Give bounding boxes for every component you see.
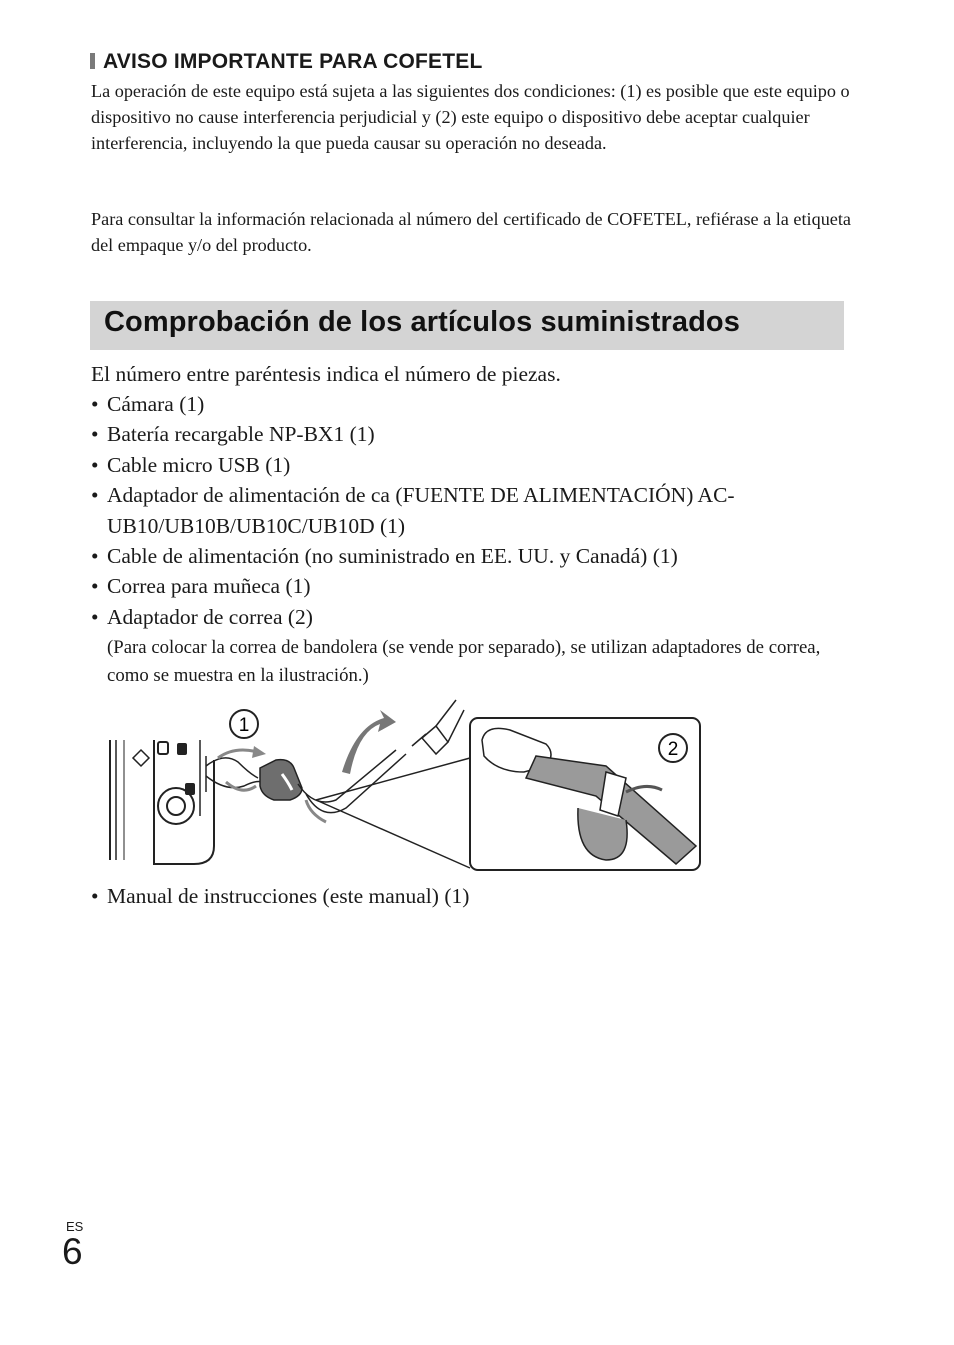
- bullet: •: [91, 452, 99, 477]
- list-item-text: Manual de instrucciones (este manual) (1): [107, 884, 470, 908]
- list-item-text: Cámara (1): [107, 392, 205, 416]
- language-code: ES: [66, 1219, 84, 1234]
- list-item: [91, 541, 851, 571]
- bullet: •: [91, 604, 99, 629]
- list-item: [91, 480, 851, 541]
- list-item-text: Adaptador de alimentación de ca (FUENTE DE ALIMENTACIÓN) AC-UB10/UB10B/UB10C/UB10D (1): [107, 483, 735, 538]
- bullet: •: [91, 574, 99, 599]
- list-item-text: Correa para muñeca (1): [107, 574, 311, 599]
- list-item-text: Cable de alimentación (no suministrado en EE. UU. y Canadá) (1): [107, 544, 678, 569]
- list-item: [91, 450, 851, 480]
- zoom-callout-lines: [316, 758, 470, 868]
- page-number: 6: [62, 1231, 83, 1272]
- list-item: [91, 602, 851, 690]
- list-item: [91, 571, 851, 601]
- heading-marker: [90, 53, 95, 69]
- notice-heading-text: AVISO IMPORTANTE PARA COFETEL: [103, 50, 483, 73]
- bullet: •: [91, 483, 99, 508]
- step-1-label: 1: [238, 715, 250, 736]
- step-1-badge: [230, 710, 258, 738]
- bullet: •: [91, 544, 99, 569]
- supplied-items-list: [91, 389, 851, 690]
- list-item-manual: [91, 881, 469, 911]
- list-item: [91, 389, 851, 419]
- list-item-text: Cable micro USB (1): [107, 452, 291, 477]
- camera-body-drawing: [110, 740, 214, 864]
- strap-adapter-note: (Para colocar la correa de bandolera (se vende por separado), se utilizan adaptadores de correa, como se muestra en la ilustración.): [107, 637, 821, 687]
- bullet: •: [91, 884, 99, 908]
- list-item-text: Adaptador de correa (2): [107, 604, 313, 629]
- notice-heading: [90, 50, 483, 74]
- list-item-text: Batería recargable NP-BX1 (1): [107, 422, 375, 447]
- notice-paragraph-2: Para consultar la información relacionada al número del certificado de COFETEL, refiérase a la etiqueta del empaque y/o del producto.: [91, 209, 851, 255]
- step-2-label: 2: [667, 739, 679, 760]
- bullet: •: [91, 392, 99, 416]
- step-2-badge: [659, 734, 687, 762]
- bullet: •: [91, 422, 99, 447]
- section-title: Comprobación de los artículos suministrados: [104, 306, 740, 338]
- notice-paragraph-1: La operación de este equipo está sujeta a las siguientes dos condiciones: (1) es posible que este equipo o dispositivo no cause interferencia perjudicial y (2) este equipo o dispositivo debe aceptar cualquier interferencia, incluyendo la que pueda causar su operación no deseada.: [91, 81, 850, 153]
- section-intro: El número entre paréntesis indica el número de piezas.: [91, 362, 561, 386]
- strap-attachment-illustration: [106, 696, 706, 874]
- section-title-band: [90, 301, 844, 350]
- list-item: [91, 419, 851, 449]
